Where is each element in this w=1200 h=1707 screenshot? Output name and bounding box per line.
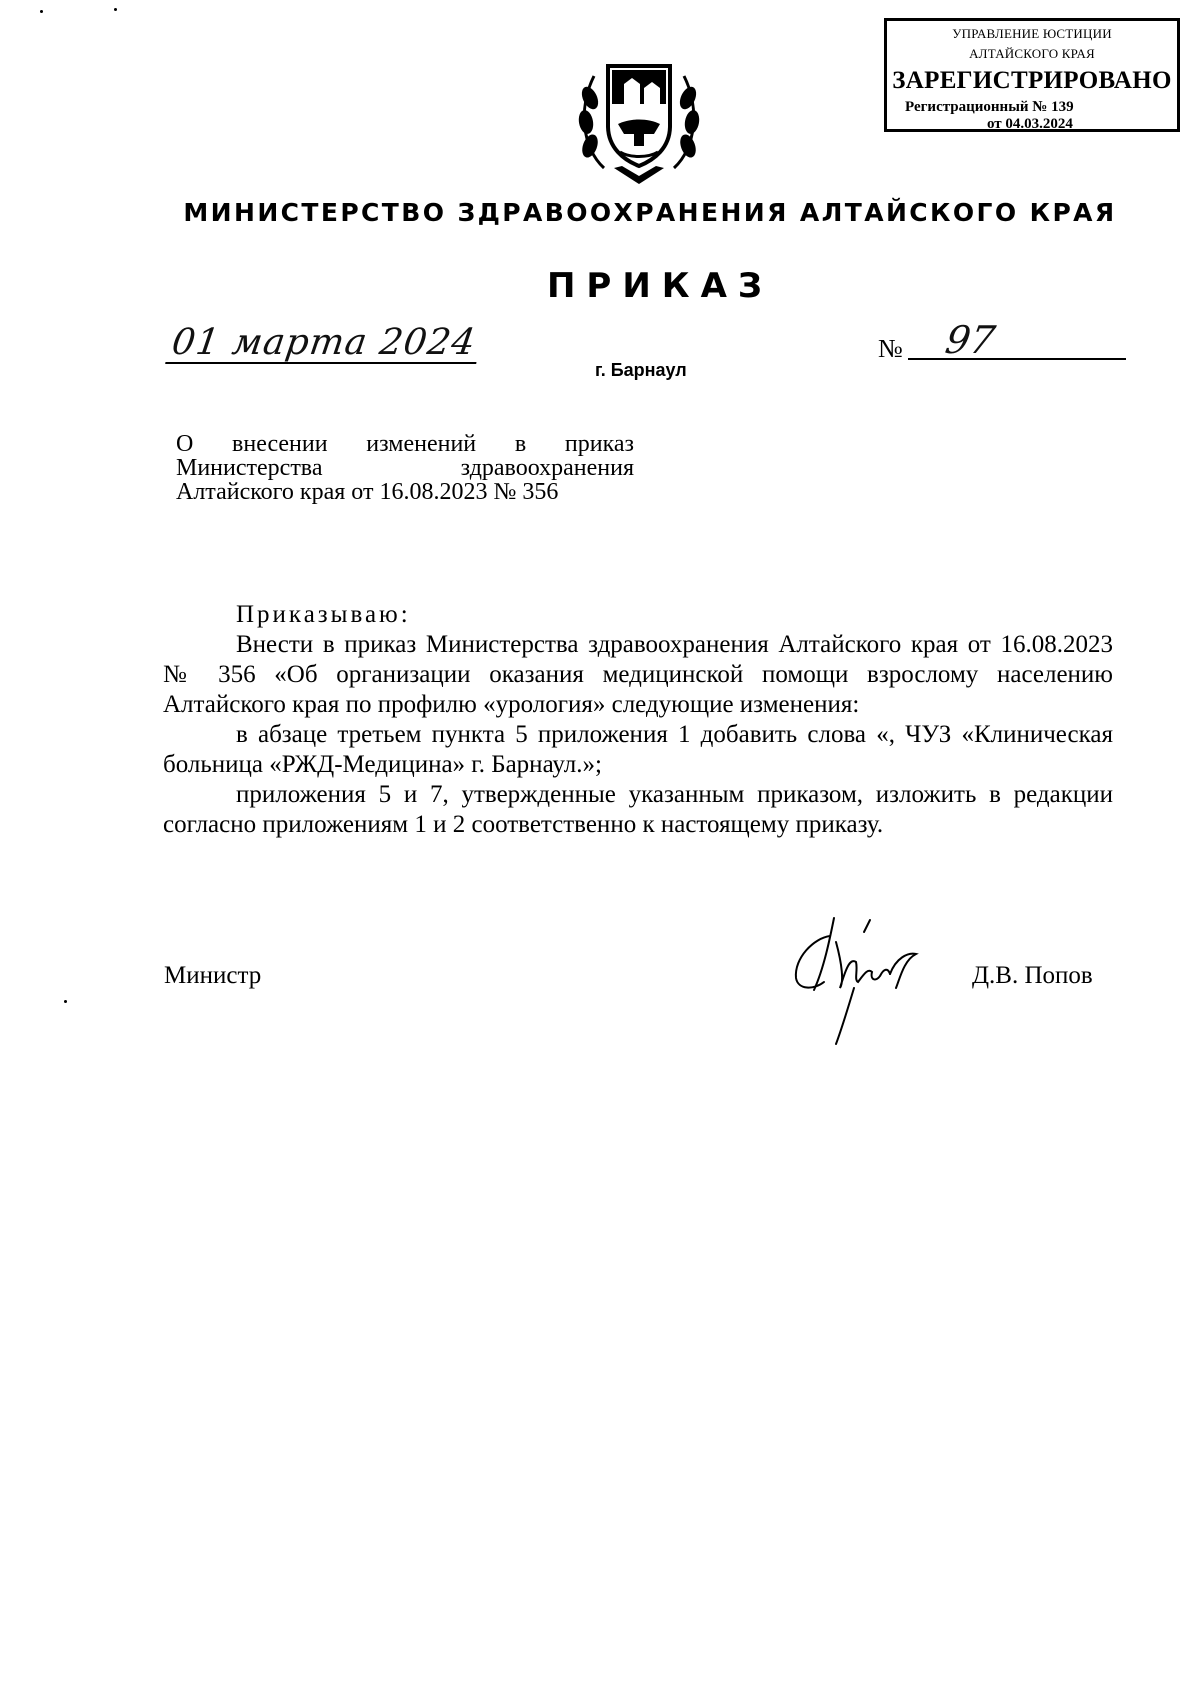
- scan-speck: [64, 1000, 67, 1003]
- subject-line: О внесении изменений в приказ: [176, 431, 634, 457]
- city: г. Барнаул: [595, 360, 687, 380]
- stamp-authority-line2: АЛТАЙСКОГО КРАЯ: [969, 46, 1095, 61]
- handwritten-date: 01 марта 2024: [165, 324, 482, 364]
- signatory-name: Д.В. Попов: [972, 962, 1093, 989]
- stamp-authority-line1: УПРАВЛЕНИЕ ЮСТИЦИИ: [952, 26, 1112, 41]
- order-paragraph: приложения 5 и 7, утвержденные указанным приказом, изложить в редакции согласно приложениям 1 и 2 соответственно к настоящему приказу.: [163, 781, 1113, 838]
- signatory-position: Министр: [164, 962, 262, 989]
- stamp-reg-date: от 04.03.2024: [987, 116, 1073, 132]
- stamp-reg-number: Регистрационный № 139: [905, 99, 1074, 115]
- scan-speck: [114, 8, 117, 11]
- subject-line: Алтайского края от 16.08.2023 № 356: [176, 479, 559, 505]
- order-paragraph: Внести в приказ Министерства здравоохранения Алтайского края от 16.08.2023 № 356 «Об организации оказания медицинской помощи взрослому населению Алтайского края по профилю «урология» следующие изменения:: [163, 631, 1113, 718]
- stamp-status: ЗАРЕГИСТРИРОВАНО: [892, 67, 1172, 94]
- number-underline: [908, 357, 1126, 360]
- ministry-title: МИНИСТЕРСТВО ЗДРАВООХРАНЕНИЯ АЛТАЙСКОГО КРАЯ: [183, 198, 1117, 227]
- document-type: ПРИКАЗ: [546, 266, 774, 306]
- order-paragraph: в абзаце третьем пункта 5 приложения 1 добавить слова «, ЧУЗ «Клиническая больница «РЖД-Медицина» г. Барнаул.»;: [163, 721, 1113, 778]
- scan-speck: [40, 10, 43, 13]
- order-body: [163, 600, 1113, 840]
- coat-of-arms-icon: [574, 48, 704, 188]
- handwritten-number: 97: [942, 318, 999, 362]
- handwritten-signature-icon: [784, 898, 934, 1048]
- order-heading: Приказываю:: [236, 601, 411, 628]
- number-sign: №: [878, 334, 903, 363]
- document-subject: [176, 432, 634, 504]
- registration-stamp: [884, 18, 1180, 132]
- subject-line: Министерства здравоохранения: [176, 455, 634, 481]
